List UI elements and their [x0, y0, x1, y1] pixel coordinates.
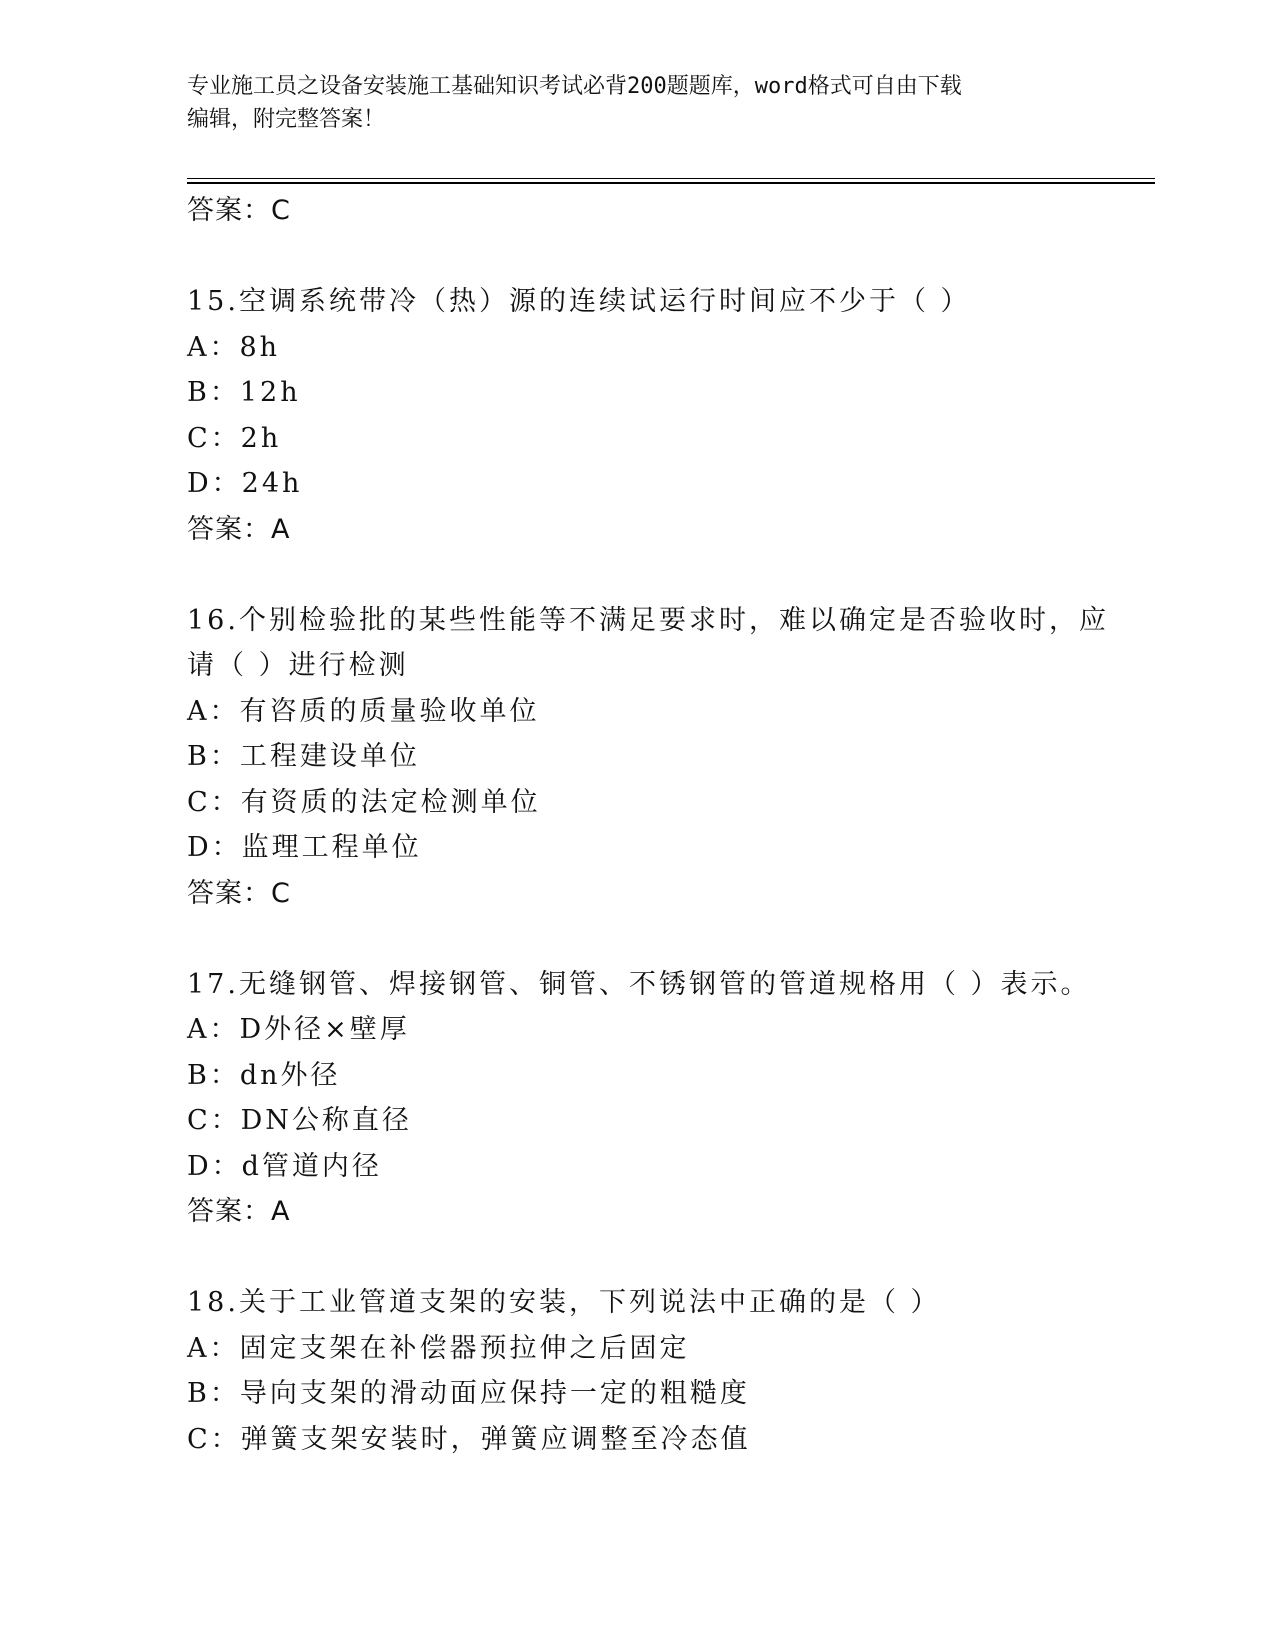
option-a: A：固定支架在补偿器预拉伸之后固定 [187, 1332, 690, 1364]
question-stem: 15.空调系统带冷（热）源的连续试运行时间应不少于（ ） [187, 286, 971, 317]
option-b: B：工程建设单位 [187, 741, 420, 772]
question-stem: 17.无缝钢管、焊接钢管、铜管、不锈钢管的管道规格用（ ）表示。 [187, 968, 1091, 1000]
option-a: A：有咨质的质量验收单位 [187, 695, 540, 727]
answer: 答案：A [187, 513, 291, 545]
option-c: C：2h [187, 422, 282, 454]
option-d: D：监理工程单位 [187, 832, 422, 863]
header-line-1: 专业施工员之设备安装施工基础知识考试必背200题题库，word格式可自由下载 [187, 74, 962, 99]
question-stem: 18.关于工业管道支架的安装，下列说法中正确的是（ ） [187, 1287, 941, 1318]
answer: 答案：A [187, 1196, 291, 1227]
option-c: C：DN公称直径 [187, 1105, 412, 1136]
question-stem-line-2: 请（ ）进行检测 [187, 650, 409, 681]
option-c: C：弹簧支架安装时，弹簧应调整至冷态值 [187, 1423, 751, 1455]
option-b: B：12h [187, 377, 301, 408]
previous-answer: 答案：C [187, 195, 291, 226]
option-a: A：8h [187, 331, 281, 363]
header-divider-thick [187, 182, 1155, 184]
question-stem-line-1: 16.个别检验批的某些性能等不满足要求时，难以确定是否验收时，应 [187, 604, 1109, 636]
header-divider-thin [187, 178, 1155, 179]
header-line-2: 编辑，附完整答案！ [187, 107, 386, 132]
question-18 [187, 1280, 1087, 1462]
question-16 [187, 598, 1109, 917]
answer: 答案：C [187, 877, 291, 909]
question-15 [187, 279, 1087, 552]
option-d: D：d管道内径 [187, 1150, 382, 1182]
option-b: B：导向支架的滑动面应保持一定的粗糙度 [187, 1378, 750, 1409]
option-a: A：D外径×壁厚 [187, 1014, 410, 1045]
question-17 [187, 962, 1091, 1235]
option-b: B：dn外径 [187, 1059, 341, 1091]
document-header [187, 70, 1087, 136]
option-c: C：有资质的法定检测单位 [187, 786, 541, 818]
option-d: D：24h [187, 468, 303, 499]
question-list [187, 188, 1109, 1462]
